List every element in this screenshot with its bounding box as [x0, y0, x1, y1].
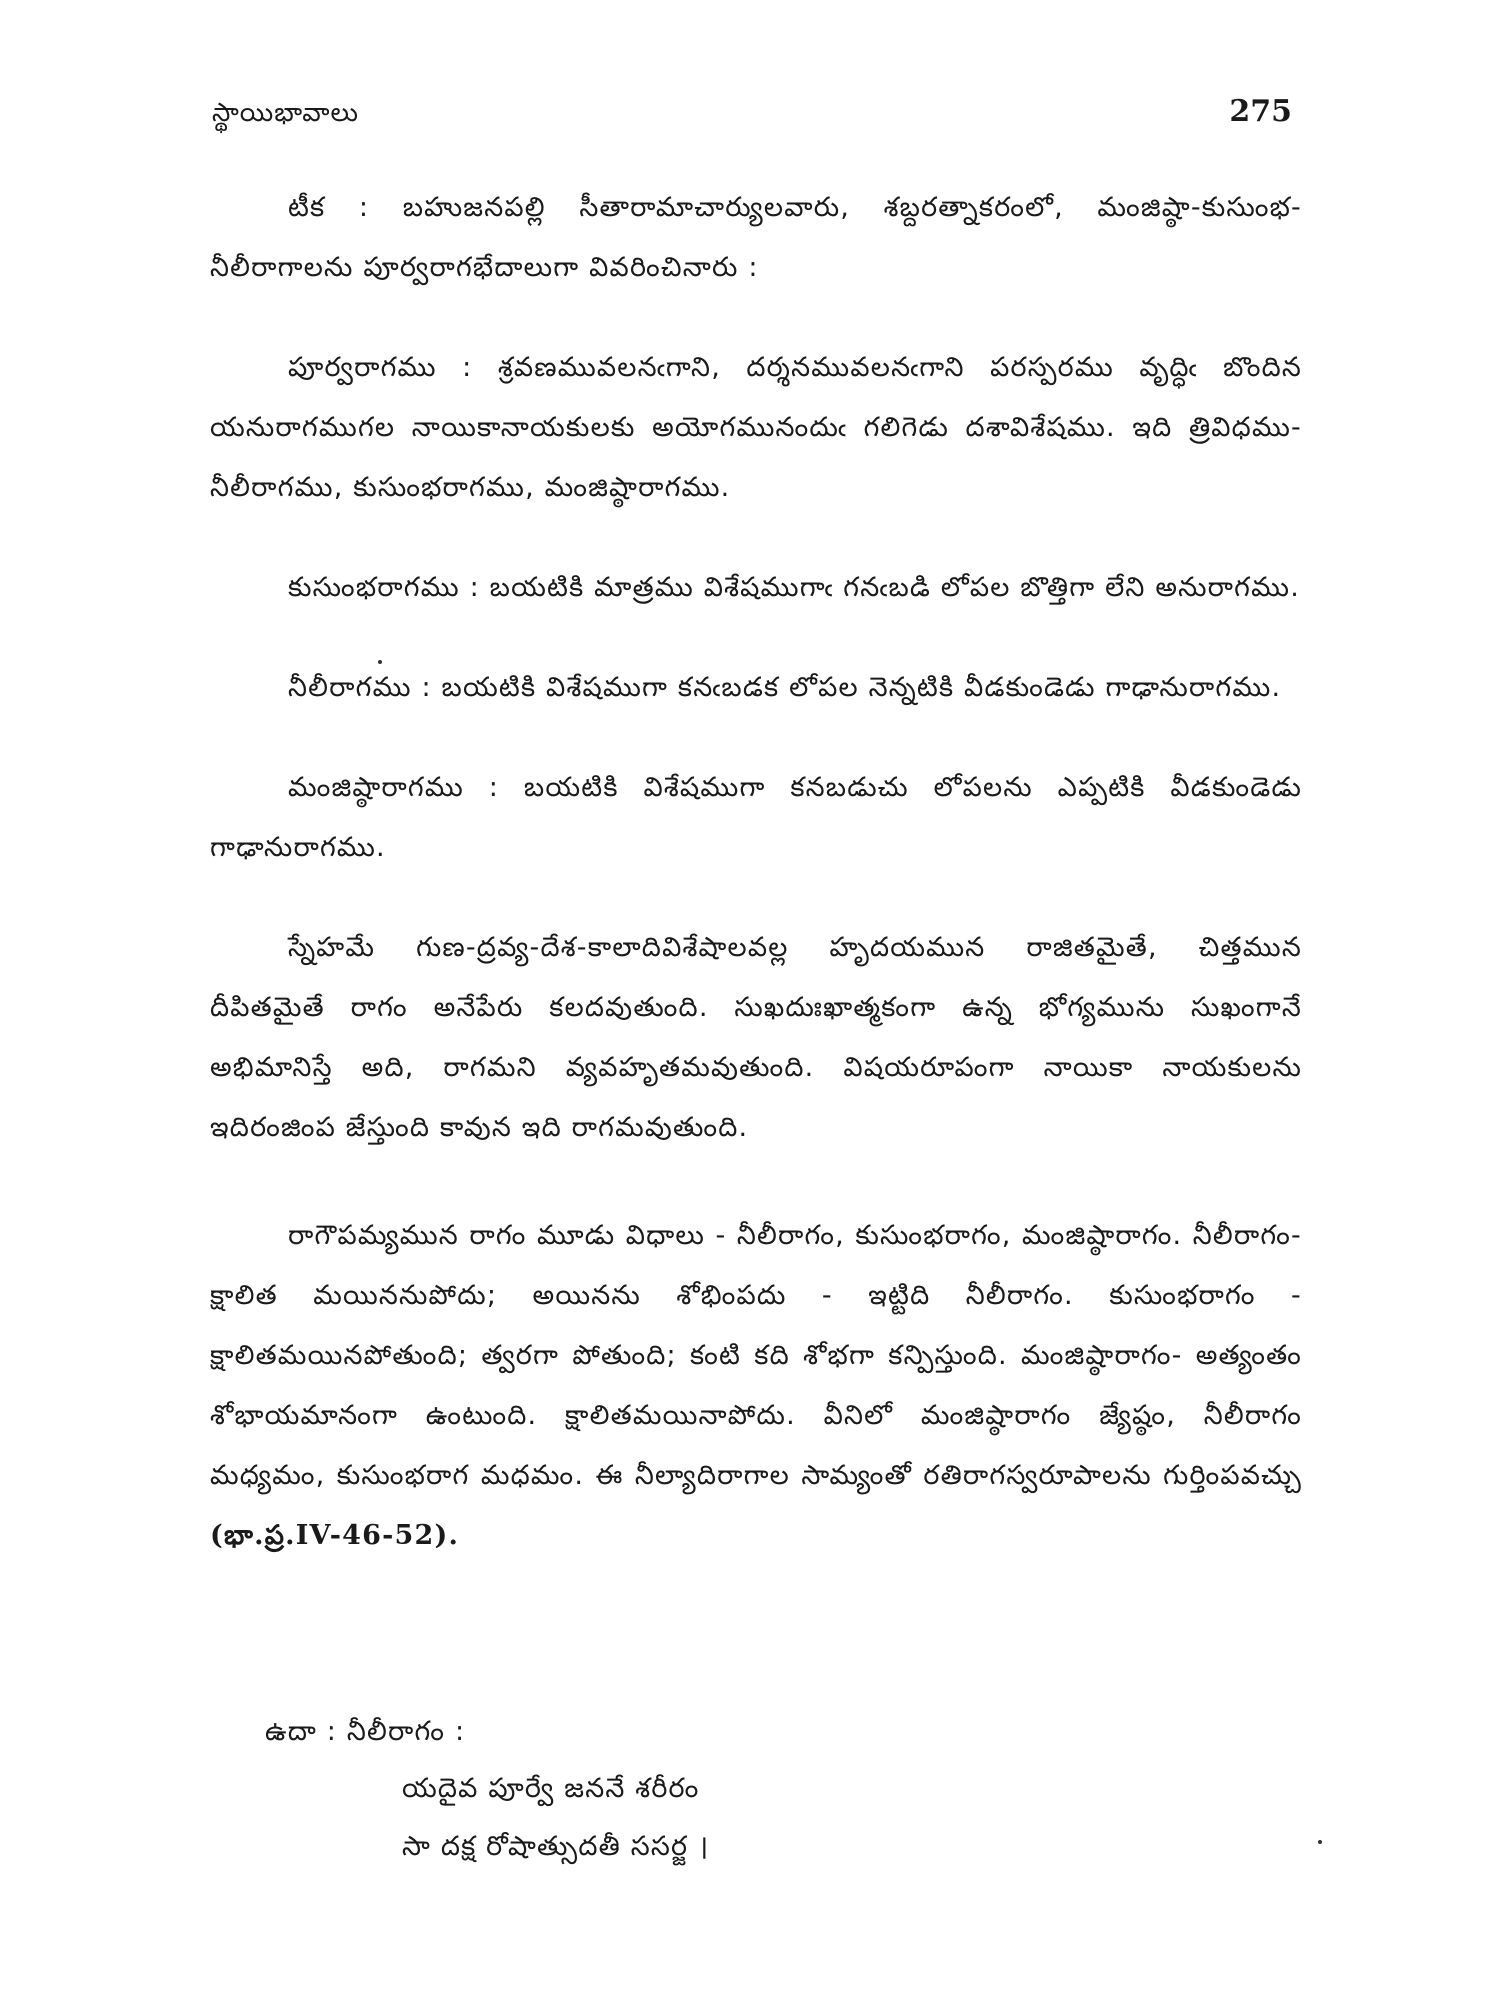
example-block [265, 1704, 709, 1876]
paragraph-teeka: టీక : బహుజనపల్లి సీతారామాచార్యులవారు, శబ్దరత్నాకరంలో, మంజిష్ఠా-కుసుంభ- నీలీరాగాలను పూర్వరాగభేదాలుగా వివరించినారు : [210, 192, 1302, 283]
running-head: స్థాయిభావాలు [212, 98, 359, 128]
citation: (భా.ప్ర.IV-46-52). [210, 1520, 460, 1551]
paragraph-manjishtharagamu: మంజిష్ఠారాగము : బయటికి విశేషముగా కనబడుచు లోపలను ఎప్పటికి వీడకుండెడు గాఢానురాగము. [210, 772, 1302, 863]
verse-line-2: సా దక్ష రోషాత్సుదతీ ససర్జ । [402, 1831, 710, 1862]
paragraph-sneham: స్నేహమే గుణ-ద్రవ్య-దేశ-కాలాదివిశేషాలవల్ల హృదయమున రాజితమైతే, చిత్తమున దీపితమైతే రాగం అనేపేరు కలదవుతుంది. సుఖదుఃఖాత్మకంగా ఉన్న భోగ్యమును సుఖంగానే అభిమానిస్తే అది, రాగమని వ్యవహృతమవుతుంది. విషయరూపంగా నాయికా నాయకులను ఇదిరంజింప జేస్తుంది కావున ఇది రాగమవుతుంది. [210, 932, 1302, 1143]
example-label: ఉదా : నీలీరాగం : [265, 1716, 466, 1747]
paragraph-ragaupamyam-text: రాగౌపమ్యమున రాగం మూడు విధాలు - నీలీరాగం, కుసుంభరాగం, మంజిష్ఠారాగం. నీలీరాగం-క్షాలిత మయిననుపోదు; అయినను శోభింపదు - ఇట్టిది నీలీరాగం. కుసుంభరాగం - క్షాలితమయినపోతుంది; త్వరగా పోతుంది; కంటి కది శోభగా కన్పిస్తుంది. మంజిష్ఠారాగం- అత్యంతం శోభాయమానంగా ఉంటుంది. క్షాలితమయినాపోదు. వీనిలో మంజిష్ఠారాగం జ్యేష్ఠం, నీలీరాగం మధ్యమం, కుసుంభరాగ మధమం. ఈ నీల్యాదిరాగాల సామ్యంతో రతిరాగస్వరూపాలను గుర్తింపవచ్చు [210, 1220, 1302, 1491]
scan-speck [378, 660, 382, 664]
paragraph-kusumbharagamu: కుసుంభరాగము : బయటికి మాత్రము విశేషముగాఁ గనఁబడి లోపల బొత్తిగా లేని అనురాగము. [288, 572, 1300, 603]
paragraph-ragaupamyam [210, 1206, 1302, 1566]
page-number: 275 [1229, 94, 1292, 129]
paragraph-neeliragamu: నీలీరాగము : బయటికి విశేషముగా కనఁబడక లోపల నెన్నటికి వీడకుండెడు గాఢానురాగము. [288, 672, 1282, 703]
verse-line-1: యదైవ పూర్వే జననే శరీరం [402, 1773, 700, 1804]
paragraph-purvaragamu: పూర్వరాగము : శ్రవణమువలనఁగాని, దర్శనమువలనఁగాని పరస్పరము వృద్ధిఁ బొందిన యనురాగముగల నాయికానాయకులకు అయోగమునందుఁ గలిగెడు దశావిశేషము. ఇది త్రివిధము- నీలీరాగము, కుసుంభరాగము, మంజిష్ఠారాగము. [210, 352, 1302, 503]
body-text [210, 178, 1302, 1566]
scan-speck [1318, 1840, 1322, 1844]
